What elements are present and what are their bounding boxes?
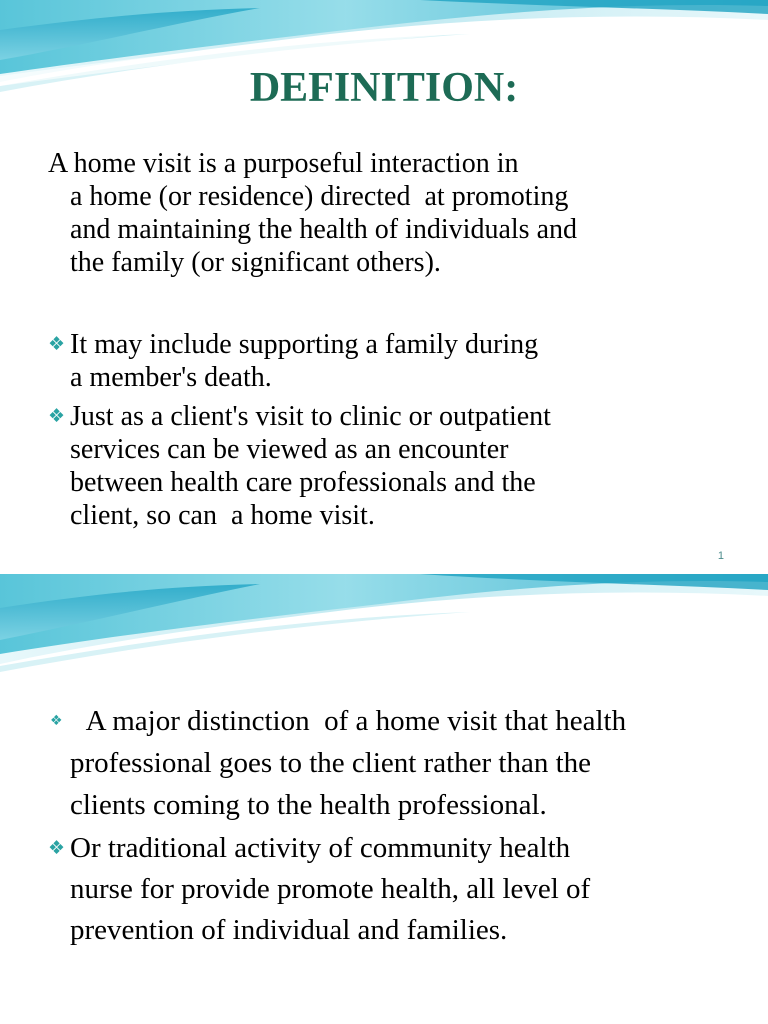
definition-paragraph [48,147,577,279]
slide-2 [0,574,768,1024]
bullet-line: Or traditional activity of community health [70,832,571,864]
bullet-line: nurse for provide promote health, all level of [70,873,591,905]
bullet-line: clients coming to the health professional. [70,789,547,821]
definition-line: and maintaining the health of individuals and [70,214,577,245]
bullet-line: client, so can a home visit. [70,500,375,531]
bullet-line: Just as a client's visit to clinic or outpatient [70,401,551,432]
bullet-line: It may include supporting a family during [70,329,539,360]
bullet-line: professional goes to the client rather than the [70,747,592,779]
bullet-line: services can be viewed as an encounter [70,434,509,465]
bullet-item [48,700,626,826]
definition-line: A home visit is a purposeful interaction in [48,148,519,179]
bullet-line: between health care professionals and the [70,467,536,498]
slide-title: DEFINITION: [249,65,519,111]
bullet-line: a member's death. [70,362,272,393]
diamond-bullet-icon: ❖ [50,713,63,729]
definition-line: the family (or significant others). [70,247,441,278]
bullet-line: A major distinction of a home visit that health [80,705,627,737]
bullet-line: prevention of individual and families. [70,914,508,946]
bullet-item [48,828,590,951]
bullet-item [48,328,538,394]
diamond-bullet-icon: ❖ [48,405,66,427]
wave-header-decoration [0,574,768,674]
bullet-item [48,400,551,532]
definition-line: a home (or residence) directed at promoting [70,181,569,212]
diamond-bullet-icon: ❖ [48,837,66,859]
slide-number: 1 [717,550,724,562]
diamond-bullet-icon: ❖ [48,333,66,355]
